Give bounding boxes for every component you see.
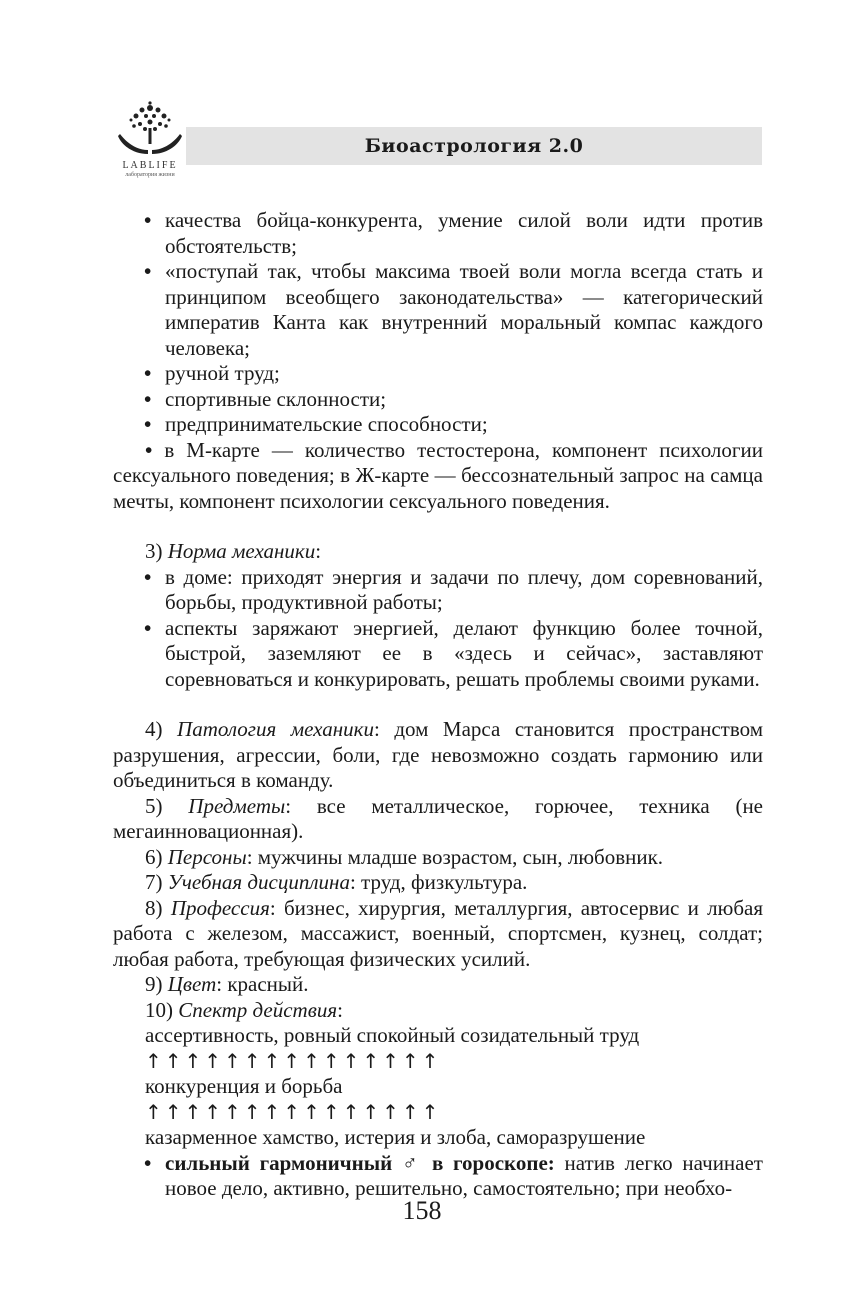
logo-subtitle: лаборатория жизни bbox=[125, 172, 175, 178]
running-header bbox=[186, 127, 762, 165]
list-item-wrapped: • в М-карте — количество тестостерона, компонент психологии сексуального поведения; в Ж-карте — бессознательный запрос на самца мечты, компонент психологии сексуального поведения. bbox=[113, 437, 764, 513]
logo-text: LABLIFE bbox=[122, 160, 178, 171]
list-item: • качества бойца-конкурента, умение силой воли идти против обстоятельств; bbox=[144, 208, 763, 258]
up-arrows-icon: ↑↑↑↑↑↑↑↑↑↑↑↑↑↑↑ bbox=[145, 1099, 442, 1124]
numbered-item: 4) Патология механики: дом Марса становится пространством разрушения, агрессии, боли, где невозможно создать гармонию или объединиться в команду. bbox=[113, 717, 763, 792]
spectrum-line-middle: конкуренция и борьба bbox=[145, 1074, 343, 1098]
numbered-item: 7) Учебная дисциплина: труд, физкультура. bbox=[145, 870, 528, 894]
list-item: • «поступай так, чтобы максима твоей воли могла всегда стать и принципом всеобщего законодательства» — категорический императив Канта как внутренний моральный компас каждого человека; bbox=[144, 259, 763, 360]
spectrum-line-top: ассертивность, ровный спокойный созидательный труд bbox=[145, 1023, 640, 1047]
book-title: Биоастрология 2.0 bbox=[364, 135, 584, 157]
numbered-item: 6) Персоны: мужчины младше возрастом, сын, любовник. bbox=[145, 844, 664, 869]
up-arrows-icon: ↑↑↑↑↑↑↑↑↑↑↑↑↑↑↑ bbox=[145, 1048, 442, 1073]
numbered-item: 5) Предметы: все металлическое, горючее, техника (не мегаинновационная). bbox=[113, 793, 763, 843]
page-number: 158 bbox=[402, 1196, 442, 1225]
list-item: • предпринимательские способности; bbox=[144, 412, 488, 436]
numbered-item: 8) Профессия: бизнес, хирургия, металлургия, автосервис и любая работа с железом, массажист, военный, спортсмен, кузнец, солдат; любая работа, требующая физических усилий. bbox=[113, 895, 763, 971]
numbered-item: 10) Спектр действия: bbox=[145, 997, 343, 1022]
spectrum-line-bottom: казарменное хамство, истерия и злоба, саморазрушение bbox=[145, 1125, 646, 1149]
tree-hands-icon bbox=[114, 98, 186, 160]
section-heading: 3) Норма механики: bbox=[145, 539, 322, 563]
list-item: • аспекты заряжают энергией, делают функцию более точной, быстрой, заземляют ее в «здесь и сейчас», заставляют соревноваться и конкурировать, решать проблемы своими руками. bbox=[144, 615, 763, 691]
publisher-logo bbox=[110, 98, 190, 184]
numbered-item: 9) Цвет: красный. bbox=[145, 972, 309, 996]
list-item: • сильный гармоничный ♂ в гороскопе: натив легко начинает новое дело, активно, решительно, самостоятельно; при необхо- bbox=[144, 1150, 763, 1200]
page-body bbox=[113, 208, 763, 1202]
list-item: • в доме: приходят энергия и задачи по плечу, дом соревнований, борьбы, продуктивной работы; bbox=[144, 564, 763, 614]
list-item: • ручной труд; bbox=[144, 361, 280, 385]
list-item: • спортивные склонности; bbox=[144, 386, 387, 411]
